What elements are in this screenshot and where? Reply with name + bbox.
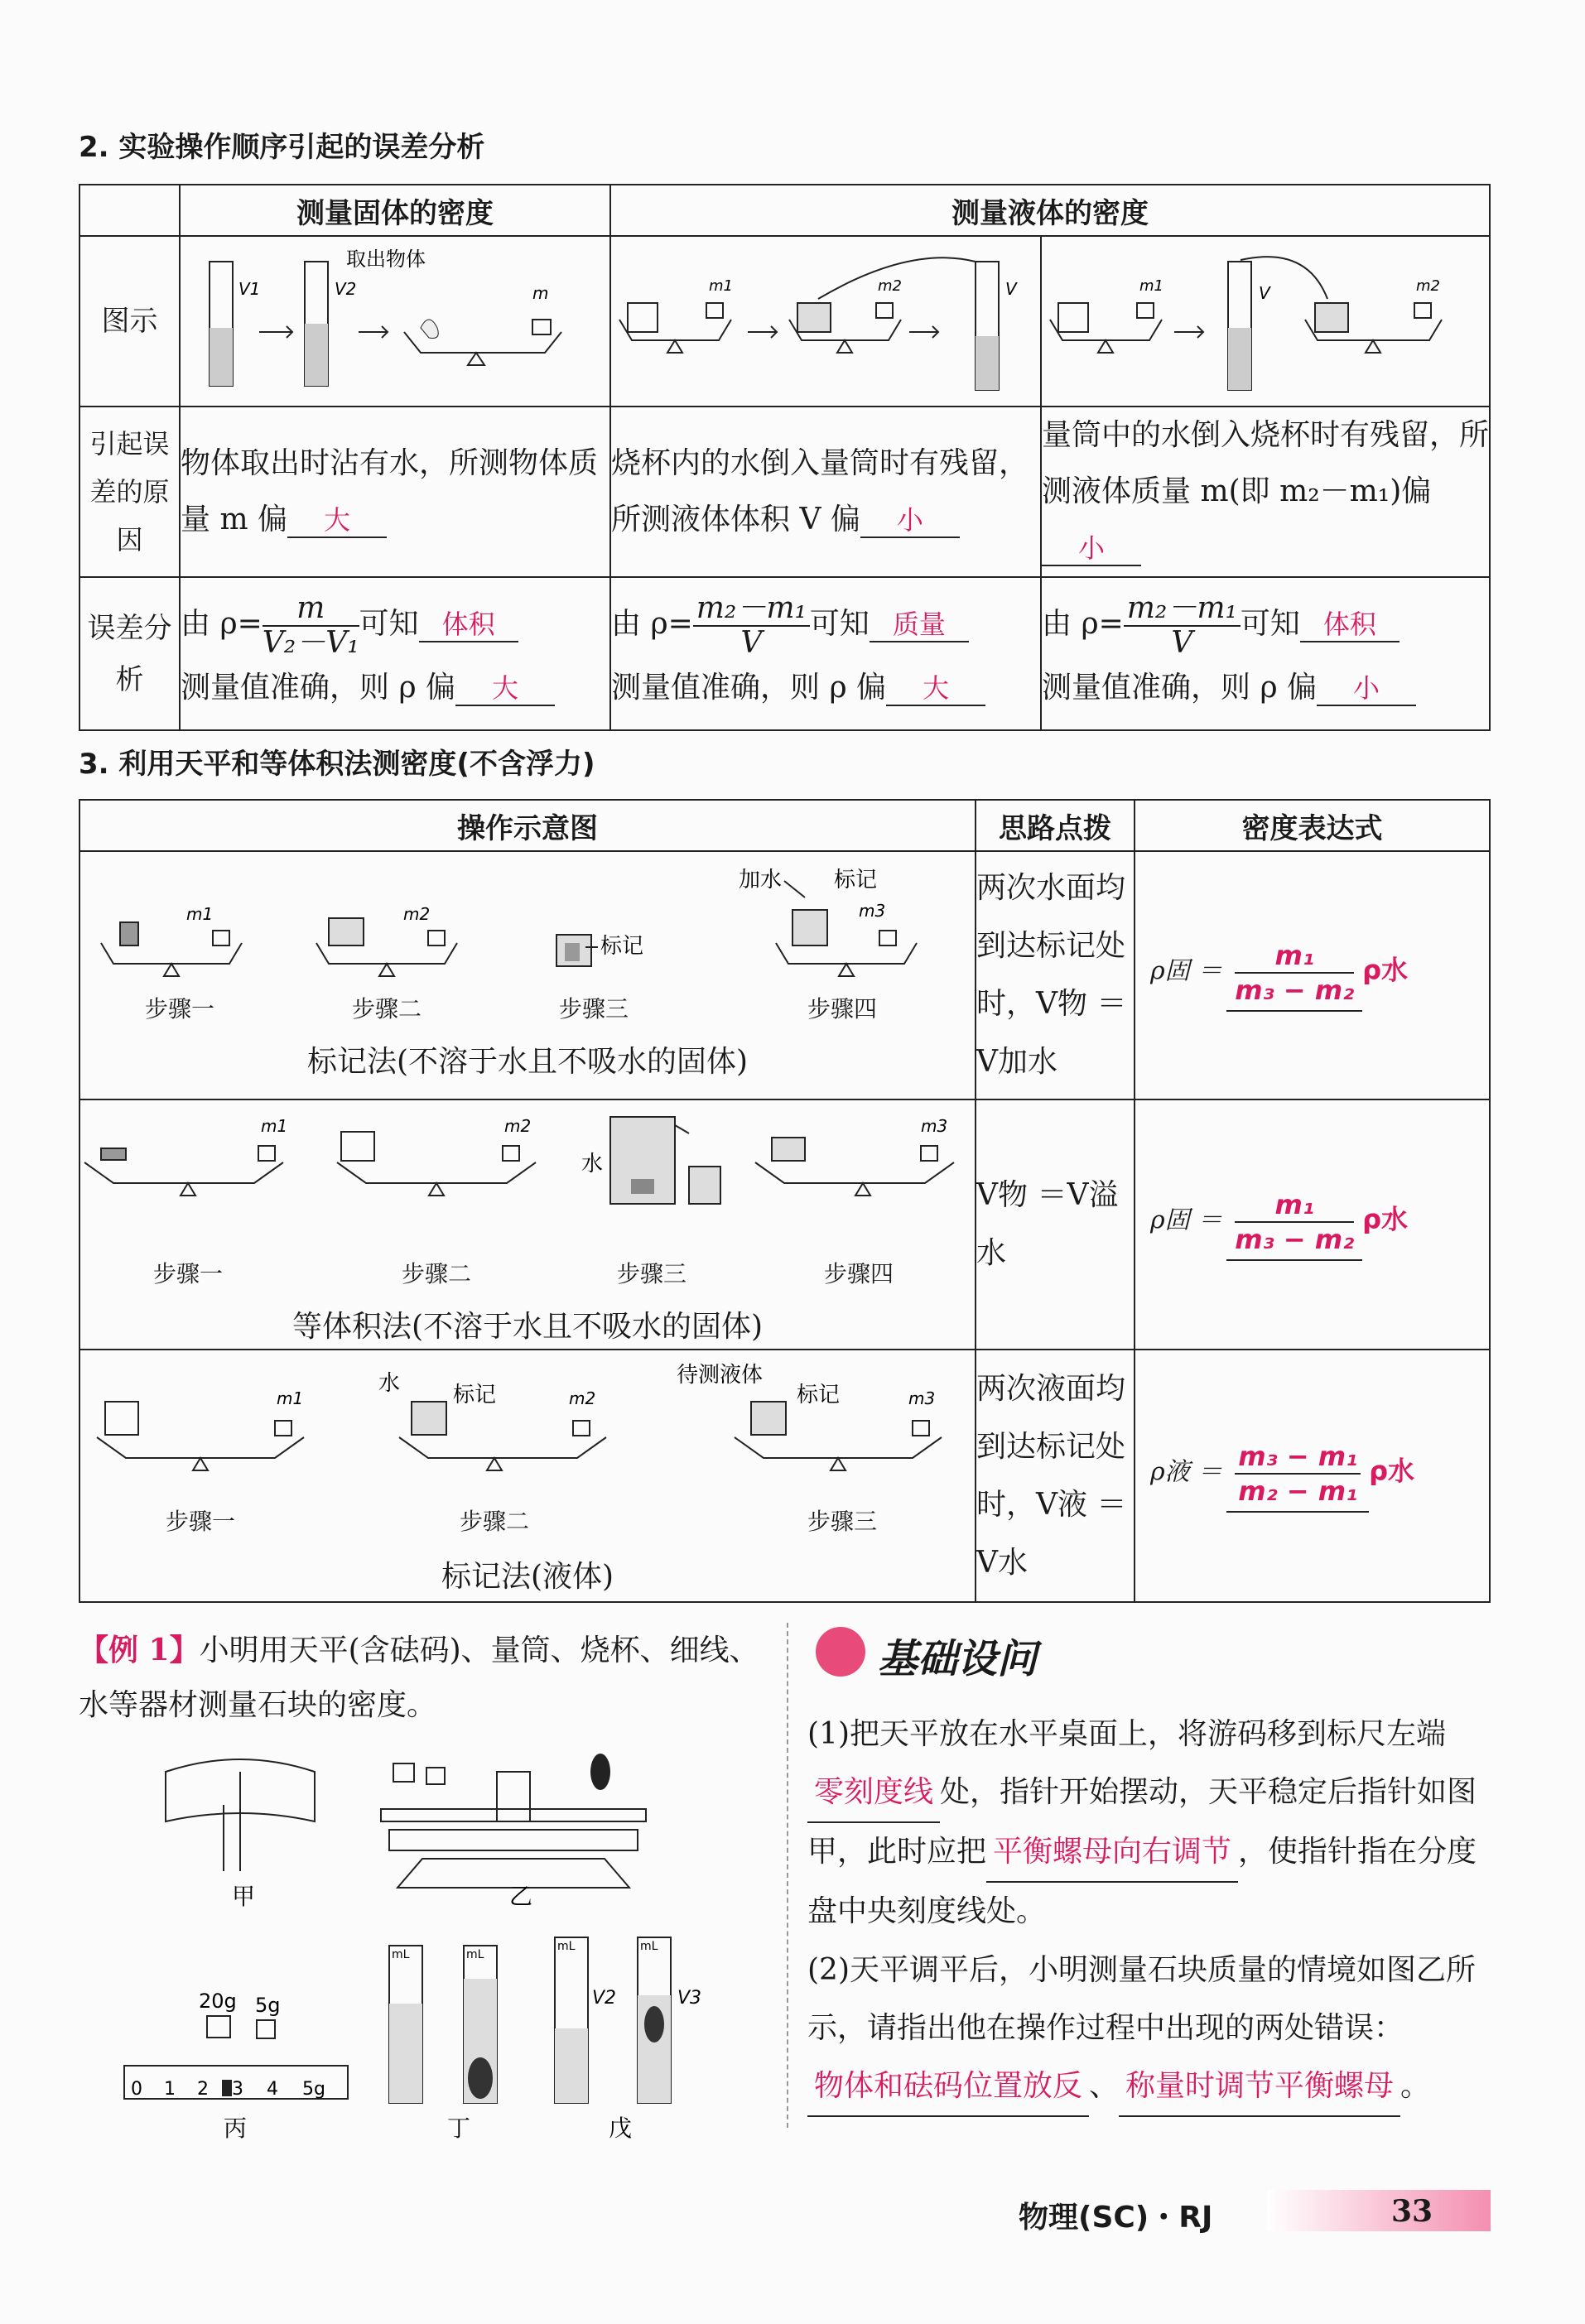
q2-text-a: (2)天平调平后，小明测量石块质量的情境如图乙所示，请指出他在操作过程中出现的两处错误： xyxy=(807,1953,1476,2045)
page-number: 33 xyxy=(1391,2194,1433,2229)
analysis-suffix: 测量值准确，则 ρ 偏 xyxy=(1042,670,1318,705)
expr-1 xyxy=(1135,851,1490,1099)
rho-label: ρ固 ＝ xyxy=(1150,1205,1223,1235)
jichu-title: 基础设问 xyxy=(878,1636,1038,1682)
step-4: 步骤四 xyxy=(807,995,877,1022)
analysis-solid xyxy=(180,577,610,730)
step-1: 步骤一 xyxy=(152,1260,223,1287)
answer-tail: ρ水 xyxy=(1362,954,1409,986)
expr-2 xyxy=(1135,1099,1490,1350)
rho-label: ρ固 ＝ xyxy=(1150,956,1223,986)
label-v: V xyxy=(1259,283,1270,303)
answer-accurate-solid: 体积 xyxy=(419,608,518,642)
label-v2: V2 xyxy=(592,1988,617,2009)
example-figures xyxy=(108,1739,803,2186)
answer-den: m₃ − m₂ xyxy=(1235,974,1355,1006)
label-water: 水 xyxy=(378,1371,401,1396)
label-ding: 丁 xyxy=(447,2115,471,2142)
answer-cause-liquid1: 小 xyxy=(860,503,960,538)
tick-0: 0 xyxy=(131,2079,142,2100)
q1-answer-2: 平衡螺母向右调节 xyxy=(986,1823,1238,1883)
method-caption: 标记法(不溶于水且不吸水的固体) xyxy=(306,1045,749,1079)
diagram-equal-volume xyxy=(79,1099,976,1350)
tick-4: 4 xyxy=(267,2079,278,2100)
q1-text-b: 处，指针开始摆动，天平稳定后指针如图甲，此时应把 xyxy=(807,1775,1477,1869)
example-tag: 【例 1】 xyxy=(79,1633,200,1667)
answer-den: m₃ − m₂ xyxy=(1235,1224,1355,1255)
footer-subject: 物理(SC)・RJ xyxy=(1019,2201,1213,2235)
diagram-mark-solid xyxy=(79,851,976,1099)
step-3: 步骤三 xyxy=(558,995,629,1022)
expr-3 xyxy=(1135,1350,1490,1602)
cause-liquid-1 xyxy=(610,407,1041,577)
label-v3: V3 xyxy=(677,1988,702,2009)
cause-solid xyxy=(180,407,610,577)
answer-accurate-liquid1: 质量 xyxy=(870,608,969,642)
cause-solid-text: 物体取出时沾有水，所测物体质量 m 偏 xyxy=(181,446,599,536)
figure-solid xyxy=(180,236,610,407)
formula-liquid xyxy=(693,592,810,660)
solid-density-figure xyxy=(181,237,609,402)
q1-text-a: (1)把天平放在水平桌面上，将游码移到标尺左端 xyxy=(807,1717,1446,1751)
row-label-analysis: 误差分析 xyxy=(79,577,180,730)
diagram-mark-liquid xyxy=(79,1350,976,1602)
section3-title: 3. 利用天平和等体积法测密度(不含浮力) xyxy=(79,748,595,781)
analysis-liquid-2 xyxy=(1041,577,1490,730)
answer-bias-liquid2: 小 xyxy=(1317,671,1416,706)
corner-cell xyxy=(79,185,180,236)
analysis-mid: 可知 xyxy=(1240,606,1300,641)
formula-num: m xyxy=(263,592,359,627)
figure-liquid-1 xyxy=(610,236,1041,407)
ml-label: mL xyxy=(557,1940,576,1953)
header-hint: 思路点拨 xyxy=(976,800,1135,851)
cause-liquid-2 xyxy=(1041,407,1490,577)
analysis-suffix: 测量值准确，则 ρ 偏 xyxy=(611,670,887,705)
label-v2: V2 xyxy=(335,279,357,299)
header-diagram: 操作示意图 xyxy=(79,800,976,851)
example-1 xyxy=(79,1623,783,1733)
label-m2: m2 xyxy=(504,1116,532,1136)
label-m3: m3 xyxy=(921,1116,948,1136)
analysis-mid: 可知 xyxy=(809,606,870,641)
step-4: 步骤四 xyxy=(823,1260,894,1287)
tick-5g: 5g xyxy=(302,2079,325,2100)
step-2: 步骤二 xyxy=(459,1508,529,1535)
label-v1: V1 xyxy=(238,279,261,299)
label-m: m xyxy=(532,283,549,303)
rho-label: ρ液 ＝ xyxy=(1150,1457,1223,1486)
label-m1: m1 xyxy=(1139,277,1163,295)
label-m1: m1 xyxy=(277,1388,304,1408)
formula-liquid xyxy=(1124,592,1241,660)
answer-num: m₁ xyxy=(1235,1188,1354,1223)
liquid-density-figure-2 xyxy=(1042,237,1489,402)
cause-liquid2-text: 量筒中的水倒入烧杯时有残留，所测液体质量 m(即 m₂－m₁)偏 xyxy=(1042,418,1490,508)
density-methods-table xyxy=(79,799,1491,1603)
label-m1: m1 xyxy=(261,1116,288,1136)
analysis-prefix: 由 ρ= xyxy=(181,606,263,641)
ml-label: mL xyxy=(640,1940,658,1953)
step-1: 步骤一 xyxy=(144,995,214,1022)
analysis-liquid-1 xyxy=(610,577,1041,730)
answer-cause-liquid2: 小 xyxy=(1042,532,1141,566)
ml-label: mL xyxy=(466,1948,484,1961)
label-m2: m2 xyxy=(1416,277,1440,295)
answer-num: m₃ − m₁ xyxy=(1235,1440,1361,1475)
label-m2: m2 xyxy=(569,1388,596,1408)
step-2: 步骤二 xyxy=(351,995,422,1022)
q2-answer-1: 物体和砝码位置放反 xyxy=(807,2057,1089,2117)
formula-den: V₂－V₁ xyxy=(262,625,359,660)
q2-sep: 、 xyxy=(1089,2069,1120,2103)
answer-cause-solid: 大 xyxy=(287,503,387,538)
label-yi: 乙 xyxy=(509,1883,533,1910)
q1-text-c: ，使指针指在分度盘中央刻度线处。 xyxy=(807,1835,1477,1928)
cause-liquid1-text: 烧杯内的水倒入量筒时有残留，所测液体体积 V 偏 xyxy=(611,446,1029,536)
tick-3: 3 xyxy=(232,2079,243,2100)
formula-solid xyxy=(263,592,359,660)
tick-2: 2 xyxy=(197,2079,209,2100)
analysis-prefix: 由 ρ= xyxy=(611,606,693,641)
hint-2: V物 ＝V溢水 xyxy=(976,1099,1135,1350)
answer-accurate-liquid2: 体积 xyxy=(1300,608,1400,642)
hint-3: 两次液面均到达标记处时，V液 ＝V水 xyxy=(976,1350,1135,1602)
question-2 xyxy=(807,1941,1495,2117)
formula-num: m₂－m₁ xyxy=(693,592,810,627)
label-jia: 甲 xyxy=(232,1883,256,1910)
label-wu: 戊 xyxy=(609,2115,633,2142)
label-m2: m2 xyxy=(403,904,431,924)
error-analysis-table xyxy=(79,184,1491,731)
answer-tail: ρ水 xyxy=(1362,1203,1409,1235)
label-mark: 标记 xyxy=(453,1383,497,1407)
analysis-prefix: 由 ρ= xyxy=(1042,606,1124,641)
label-mark: 标记 xyxy=(797,1383,841,1407)
label-v: V xyxy=(1005,279,1017,299)
label-bing: 丙 xyxy=(224,2115,248,2142)
label-water: 水 xyxy=(581,1152,604,1176)
step-3: 步骤三 xyxy=(807,1508,877,1535)
ml-label: mL xyxy=(392,1948,410,1961)
label-m1: m1 xyxy=(709,277,733,295)
example-text: 小明用天平(含砝码)、量筒、烧杯、细线、水等器材测量石块的密度。 xyxy=(79,1634,759,1722)
header-liquid: 测量液体的密度 xyxy=(610,185,1490,236)
formula-den: V xyxy=(740,625,763,660)
answer-bias-liquid1: 大 xyxy=(886,671,985,706)
answer-expr-3 xyxy=(1226,1440,1369,1513)
answer-num: m₁ xyxy=(1235,939,1354,974)
label-m1: m1 xyxy=(186,904,214,924)
label-m3: m3 xyxy=(859,901,886,921)
liquid-density-figure-1 xyxy=(611,237,1040,402)
header-expr: 密度表达式 xyxy=(1135,800,1490,851)
column-divider xyxy=(787,1623,788,2128)
analysis-mid: 可知 xyxy=(359,606,419,641)
label-m3: m3 xyxy=(908,1388,936,1408)
step-3: 步骤三 xyxy=(616,1260,687,1287)
q1-answer-1: 零刻度线 xyxy=(807,1763,940,1823)
q2-end: 。 xyxy=(1400,2069,1431,2103)
method-caption: 标记法(液体) xyxy=(441,1560,614,1594)
label-add-water: 加水 xyxy=(739,868,783,893)
weight-20g: 20g xyxy=(199,1990,237,2013)
step-2: 步骤二 xyxy=(401,1260,471,1287)
weight-5g: 5g xyxy=(255,1994,281,2017)
label-liquid: 待测液体 xyxy=(677,1363,764,1388)
figure-liquid-2 xyxy=(1041,236,1490,407)
formula-num: m₂－m₁ xyxy=(1124,592,1241,627)
label-mark: 标记 xyxy=(600,934,644,959)
footer-band xyxy=(1267,2190,1491,2231)
hint-1: 两次水面均到达标记处时，V物 ＝V加水 xyxy=(976,851,1135,1099)
label-take-out: 取出物体 xyxy=(346,248,426,271)
answer-expr-1 xyxy=(1226,939,1362,1012)
row-label-cause: 引起误差的原因 xyxy=(79,407,180,577)
answer-tail: ρ水 xyxy=(1369,1455,1415,1486)
question-icon xyxy=(816,1627,865,1677)
label-mark: 标记 xyxy=(834,868,878,893)
header-solid: 测量固体的密度 xyxy=(180,185,610,236)
step-1: 步骤一 xyxy=(165,1508,235,1535)
tick-1: 1 xyxy=(164,2079,176,2100)
analysis-suffix: 测量值准确，则 ρ 偏 xyxy=(181,670,456,705)
label-m2: m2 xyxy=(878,277,902,295)
section2-title: 2. 实验操作顺序引起的误差分析 xyxy=(79,131,485,164)
answer-den: m₂ − m₁ xyxy=(1238,1475,1358,1507)
row-label-figure: 图示 xyxy=(79,236,180,407)
question-1 xyxy=(807,1706,1495,1941)
answer-expr-2 xyxy=(1226,1188,1362,1261)
formula-den: V xyxy=(1171,625,1193,660)
method-caption: 等体积法(不溶于水且不吸水的固体) xyxy=(291,1310,764,1344)
q2-answer-2: 称量时调节平衡螺母 xyxy=(1119,2057,1400,2117)
answer-bias-solid: 大 xyxy=(455,671,555,706)
